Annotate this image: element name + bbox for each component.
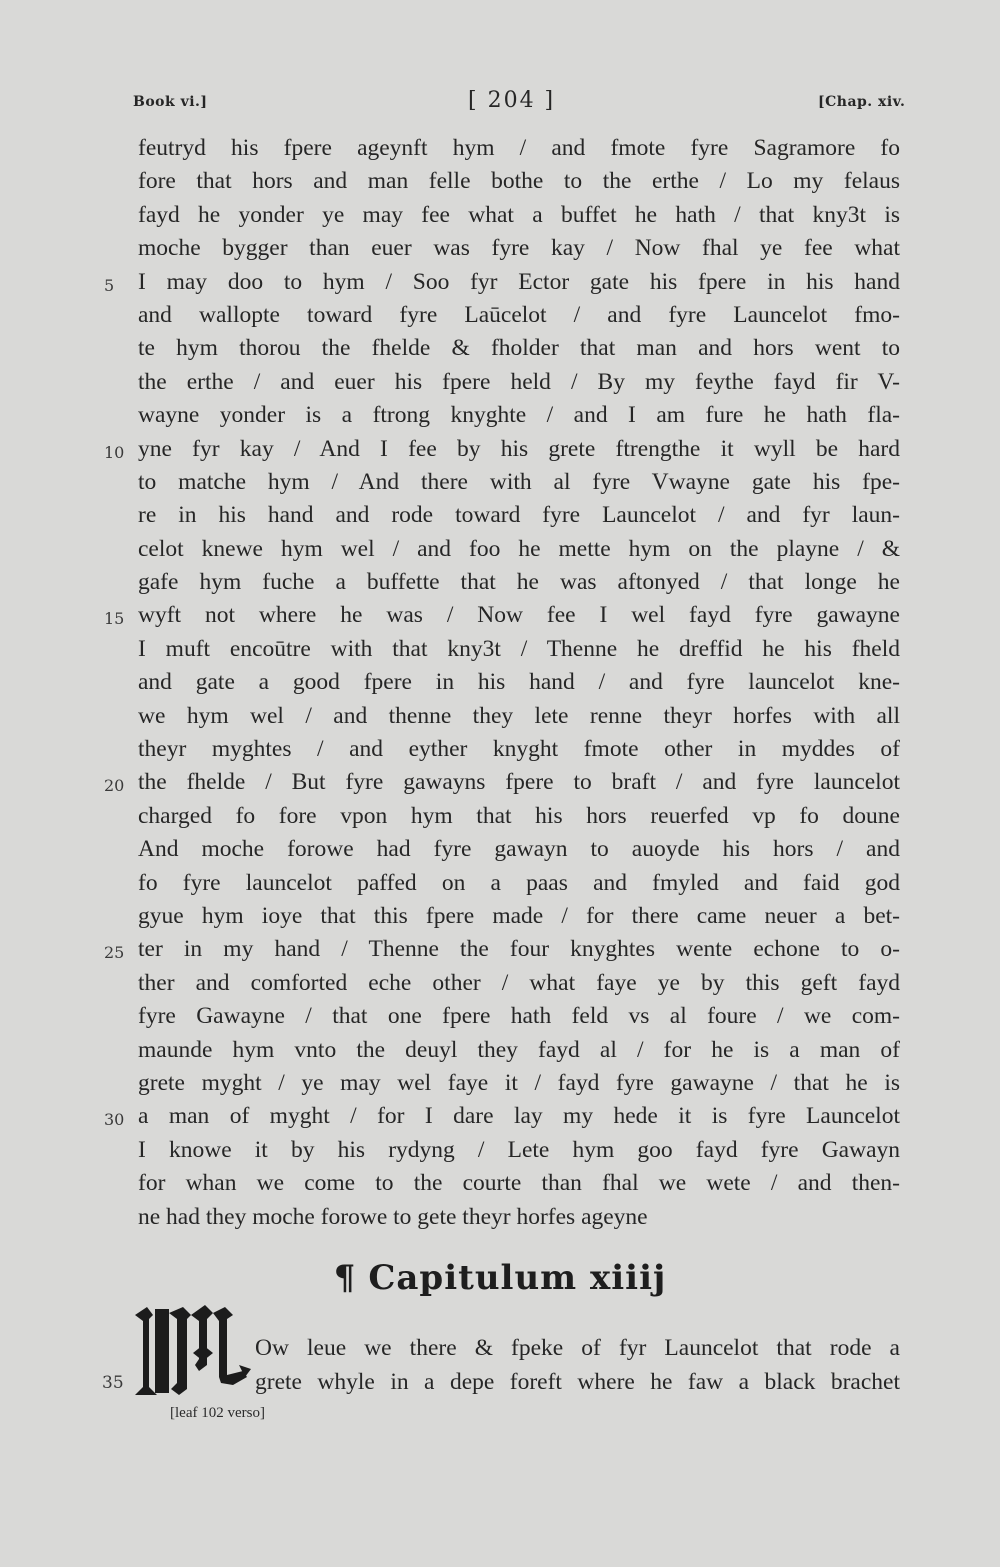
line-text: feutryd his fpere ageynft hym / and fmote fyre Sagramore fo [138,135,900,161]
text-line [0,900,1000,933]
line-text: fore that hors and man felle bothe to the erthe / Lo my felaus [138,168,900,195]
text-line [0,366,1000,399]
line-text: to matche hym / And there with al fyre Vwayne gate his fpe- [138,468,900,495]
text-line [0,666,1000,699]
line-text: maunde hym vnto the deuyl they fayd al / for he is a man of [138,1036,900,1063]
line-text: we hym wel / and thenne they lete renne theyr horfes with all [138,702,900,729]
line-text: fo fyre launcelot paffed on a paas and fmyled and faid god [138,869,900,896]
text-line [0,499,1000,532]
line-number: 25 [104,943,125,963]
line-number: 35 [102,1373,124,1393]
line-text: ne had they moche forowe to gete theyr horfes ageyne [138,1203,648,1230]
text-line [0,165,1000,198]
text-line [0,299,1000,332]
text-line [0,700,1000,733]
line-text: grete whyle in a depe foreft where he faw a black brachet [255,1369,900,1395]
text-line [0,433,1000,466]
text-line [0,332,1000,365]
text-line [0,132,1000,165]
line-text: theyr myghtes / and eyther knyght fmote other in myddes of [138,736,900,763]
line-text: wayne yonder is a ftrong knyghte / and I am fure he hath fla- [138,402,900,429]
chapter-label: [Chap. xiv. [818,94,906,110]
line-number: 15 [104,609,125,629]
text-line [0,466,1000,499]
line-text: celot knewe hym wel / and foo he mette hym on the playne / & [138,535,900,562]
line-text: charged fo fore vpon hym that his hors reuerfed vp fo doune [138,802,900,829]
text-line [0,833,1000,866]
line-text: the erthe / and euer his fpere held / By my feythe fayd fir V- [138,368,900,395]
text-line [0,232,1000,265]
text-line [0,1034,1000,1067]
line-text: the fhelde / But fyre gawayns fpere to braft / and fyre launcelot [138,769,900,796]
line-text: fayd he yonder ye may fee what a buffet he hath / that kny3t is [138,201,900,228]
line-text: And moche forowe had fyre gawayn to auoyde his hors / and [138,836,900,863]
text-line [0,766,1000,799]
leaf-note: [leaf 102 verso] [170,1405,265,1421]
line-text: I muft encoūtre with that kny3t / Thenne he dreffid he his fheld [138,635,900,662]
line-text: for whan we come to the courte than fhal we wete / and then- [138,1170,900,1197]
text-line [0,199,1000,232]
text-line [0,800,1000,833]
text-line [0,1134,1000,1167]
text-line [0,967,1000,1000]
line-text: I knowe it by his rydyng / Lete hym goo fayd fyre Gawayn [138,1136,900,1163]
line-text: a man of myght / for I dare lay my hede it is fyre Launcelot [138,1103,900,1130]
text-line [0,1332,1000,1366]
text-line [0,399,1000,432]
text-line [0,266,1000,299]
line-number: 10 [104,442,125,462]
line-number: 20 [104,776,125,796]
text-line [0,1067,1000,1100]
page-number: [ 204 ] [468,88,556,113]
line-text: moche bygger than euer was fyre kay / Now fhal ye fee what [138,235,900,262]
line-text: grete myght / ye may wel faye it / fayd fyre gawayne / that he is [138,1069,900,1096]
line-text: wyft not where he was / Now fee I wel fayd fyre gawayne [138,602,900,629]
line-text: and gate a good fpere in his hand / and fyre launcelot kne- [138,669,900,696]
line-text: ther and comforted eche other / what faye ye by this geft fayd [138,969,900,996]
main-text-block [0,132,1000,1234]
text-line [0,533,1000,566]
text-line [0,599,1000,632]
line-text: ter in my hand / Thenne the four knyghtes wente echone to o- [138,936,900,963]
text-line [0,633,1000,666]
line-text: te hym thorou the fhelde & fholder that man and hors went to [138,335,900,362]
text-line [0,933,1000,966]
line-text: gafe hym fuche a buffette that he was aftonyed / that longe he [138,569,900,596]
line-text: fyre Gawayne / that one fpere hath feld vs al foure / we com- [138,1003,900,1030]
text-line [0,733,1000,766]
running-header [0,88,1000,118]
text-line [0,867,1000,900]
line-number: 5 [104,275,115,295]
text-line [0,1201,1000,1234]
book-label: Book vi.] [133,94,208,110]
line-text: gyue hym ioye that this fpere made / for there came neuer a bet- [138,902,900,929]
line-text: I may doo to hym / Soo fyr Ector gate his fpere in his hand [138,268,900,295]
line-text: yne fyr kay / And I fee by his grete ftrengthe it wyll be hard [138,435,900,462]
line-text: Ow leue we there & fpeke of fyr Launcelot that rode a [255,1335,900,1361]
text-line [0,566,1000,599]
pilcrow-mark: ¶ [333,1258,357,1298]
text-line [0,1000,1000,1033]
second-paragraph [0,1332,1000,1400]
chapter-title: Capitulum xiiij [368,1258,667,1298]
chapter-heading [0,1258,1000,1298]
text-line [0,1167,1000,1200]
text-line [0,1366,1000,1400]
line-text: re in his hand and rode toward fyre Launcelot / and fyr laun- [138,502,900,529]
line-text: and wallopte toward fyre Laūcelot / and fyre Launcelot fmo- [138,301,900,328]
line-number: 30 [104,1110,125,1130]
text-line [0,1100,1000,1133]
